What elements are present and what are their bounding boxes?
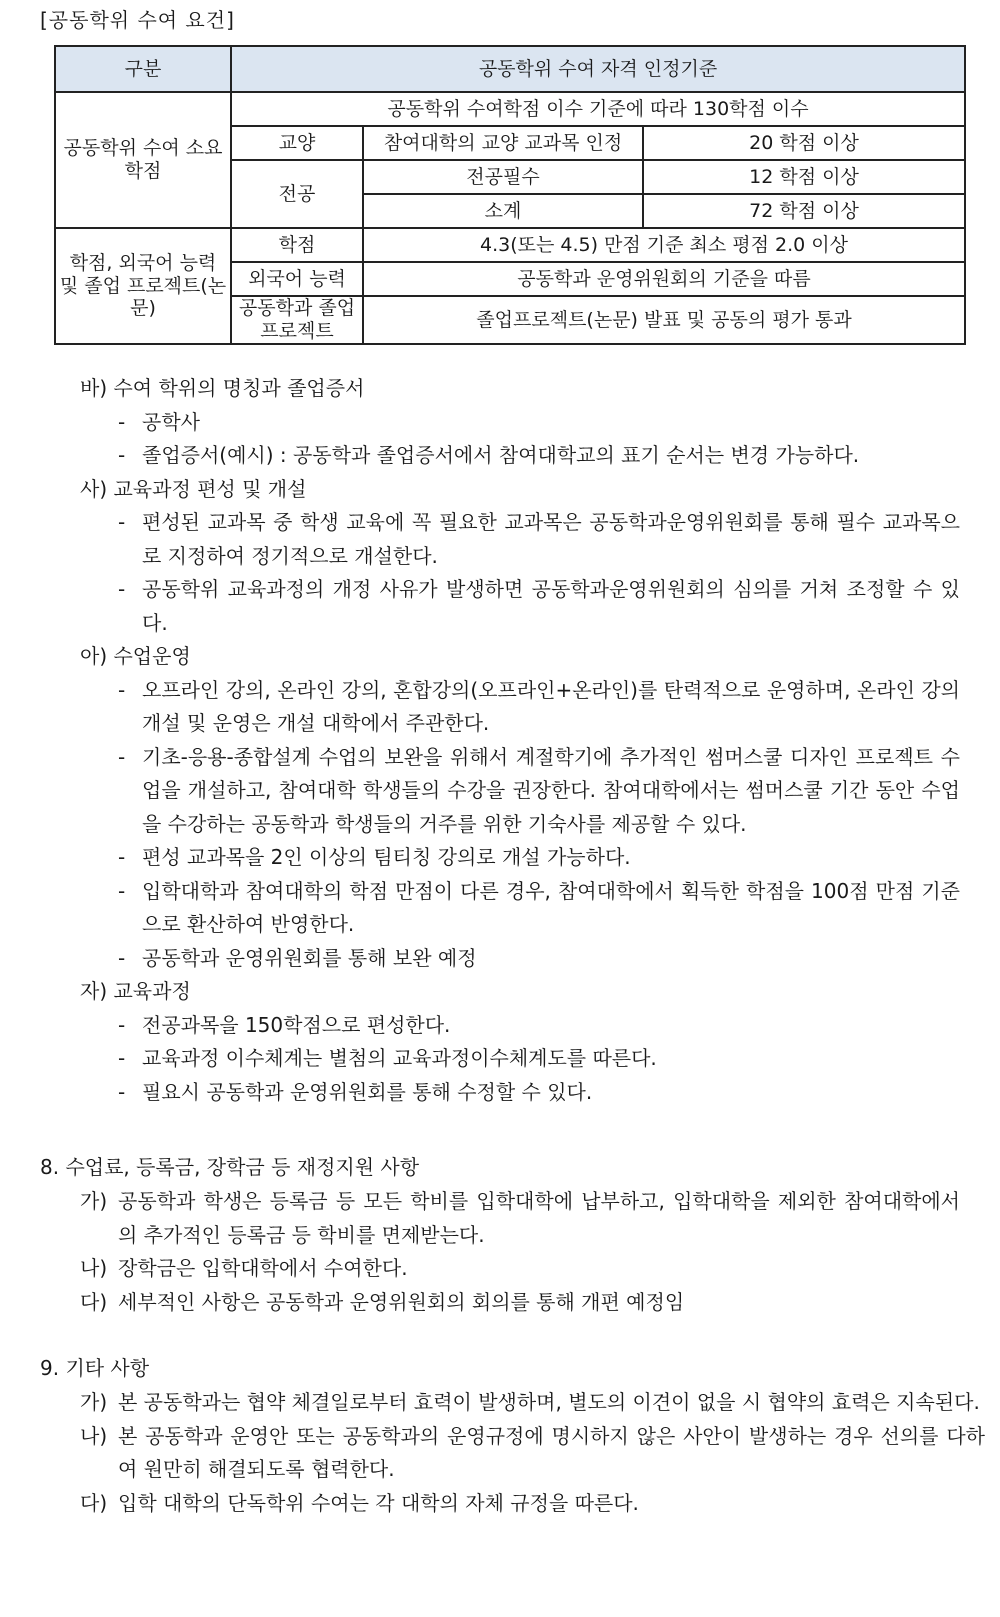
list-item: - 공동학과 운영위원회를 통해 보완 예정 [118, 945, 477, 970]
list-item: 다) 세부적인 사항은 공동학과 운영위원회의 회의를 통해 개편 예정임 [80, 1289, 685, 1314]
list-item: - 기초-응용-종합설계 수업의 보완을 위해서 계절학기에 추가적인 썸머스쿨 디자인 프로젝트 수업을 개설하고, 참여대학 학생들의 수강을 권장한다. 참여대학에서는 썸머스쿨 기간 동안 수업을 수강하는 공동학과 학생들의 거주를 위한 기숙사를 제공할 수 있다. [118, 744, 960, 836]
list-item: - 입학대학과 참여대학의 학점 만점이 다른 경우, 참여대학에서 획득한 학점을 100점 만점 기준으로 환산하여 반영한다. [118, 878, 960, 936]
project-label: 공동학과 졸업프로젝트 [231, 296, 363, 344]
section-sa-title: 사) 교육과정 편성 및 개설 [80, 476, 307, 501]
list-item: 가) 본 공동학과는 협약 체결일로부터 효력이 발생하며, 별도의 이견이 없을 시 협약의 효력은 지속된다. [80, 1390, 980, 1414]
group-credits-label: 공동학위 수여 소요 학점 [55, 92, 231, 228]
list-item: - 오프라인 강의, 온라인 강의, 혼합강의(오프라인+온라인)를 탄력적으로 운영하며, 온라인 강의 개설 및 운영은 개설 대학에서 주관한다. [118, 677, 960, 735]
list-item: - 편성 교과목을 2인 이상의 팀티칭 강의로 개설 가능하다. [118, 845, 631, 869]
list-item: - 졸업증서(예시) : 공동학과 졸업증서에서 참여대학교의 표기 순서는 변경 가능하다. [118, 443, 860, 467]
list-item: 나) 장학금은 입학대학에서 수여한다. [80, 1256, 408, 1280]
major-total-value: 72 학점 이상 [643, 194, 965, 228]
language-rule: 공동학과 운영위원회의 기준을 따름 [363, 262, 965, 296]
group-other-label: 학점, 외국어 능력 및 졸업 프로젝트(논문) [55, 228, 231, 344]
liberal-value: 20 학점 이상 [643, 126, 965, 160]
list-item: - 필요시 공동학과 운영위원회를 통해 수정할 수 있다. [118, 1079, 593, 1104]
gpa-label: 학점 [231, 228, 363, 262]
list-item: - 공동학위 교육과정의 개정 사유가 발생하면 공동학과운영위원회의 심의를 거쳐 조정할 수 있다. [118, 577, 960, 635]
list-item: 가) 공동학과 학생은 등록금 등 모든 학비를 입학대학에 납부하고, 입학대학을 제외한 참여대학에서의 추가적인 등록금 등 학비를 면제받는다. [80, 1189, 960, 1247]
project-rule: 졸업프로젝트(논문) 발표 및 공동의 평가 통과 [363, 296, 965, 344]
major-required-label: 전공필수 [363, 160, 643, 194]
list-item: 다) 입학 대학의 단독학위 수여는 각 대학의 자체 규정을 따른다. [80, 1490, 639, 1515]
section-8-title: 8. 수업료, 등록금, 장학금 등 재정지원 사항 [40, 1155, 420, 1179]
section-9-list [80, 1386, 985, 1520]
section-8-list [80, 1185, 960, 1319]
list-item: - 교육과정 이수체계는 별첨의 교육과정이수체계도를 따른다. [118, 1046, 657, 1070]
major-total-label: 소계 [363, 194, 643, 228]
gpa-rule: 4.3(또는 4.5) 만점 기준 최소 평점 2.0 이상 [363, 228, 965, 262]
liberal-rule: 참여대학의 교양 교과목 인정 [363, 126, 643, 160]
header-criteria: 공동학위 수여 자격 인정기준 [231, 46, 965, 92]
major-label: 전공 [231, 160, 363, 228]
table-caption: [공동학위 수여 요건] [40, 8, 235, 32]
list-item: - 전공과목을 150학점으로 편성한다. [118, 1012, 451, 1037]
language-label: 외국어 능력 [231, 262, 363, 296]
degree-requirements-table [54, 45, 966, 345]
major-required-value: 12 학점 이상 [643, 160, 965, 194]
section-ja-title: 자) 교육과정 [80, 979, 191, 1003]
list-item: - 편성된 교과목 중 학생 교육에 꼭 필요한 교과목은 공동학과운영위원회를 통해 필수 교과목으로 지정하여 정기적으로 개설한다. [118, 510, 960, 568]
liberal-label: 교양 [231, 126, 363, 160]
header-category: 구분 [55, 46, 231, 92]
body-sections [80, 372, 960, 1109]
list-item: 나) 본 공동학과 운영안 또는 공동학과의 운영규정에 명시하지 않은 사안이 발생하는 경우 선의를 다하여 원만히 해결되도록 협력한다. [80, 1423, 985, 1481]
section-9-title: 9. 기타 사항 [40, 1356, 150, 1380]
section-ba-title: 바) 수여 학위의 명칭과 졸업증서 [80, 376, 365, 400]
total-credit-rule: 공동학위 수여학점 이수 기준에 따라 130학점 이수 [231, 92, 965, 126]
list-item: - 공학사 [118, 409, 200, 434]
section-a-title: 아) 수업운영 [80, 644, 191, 668]
